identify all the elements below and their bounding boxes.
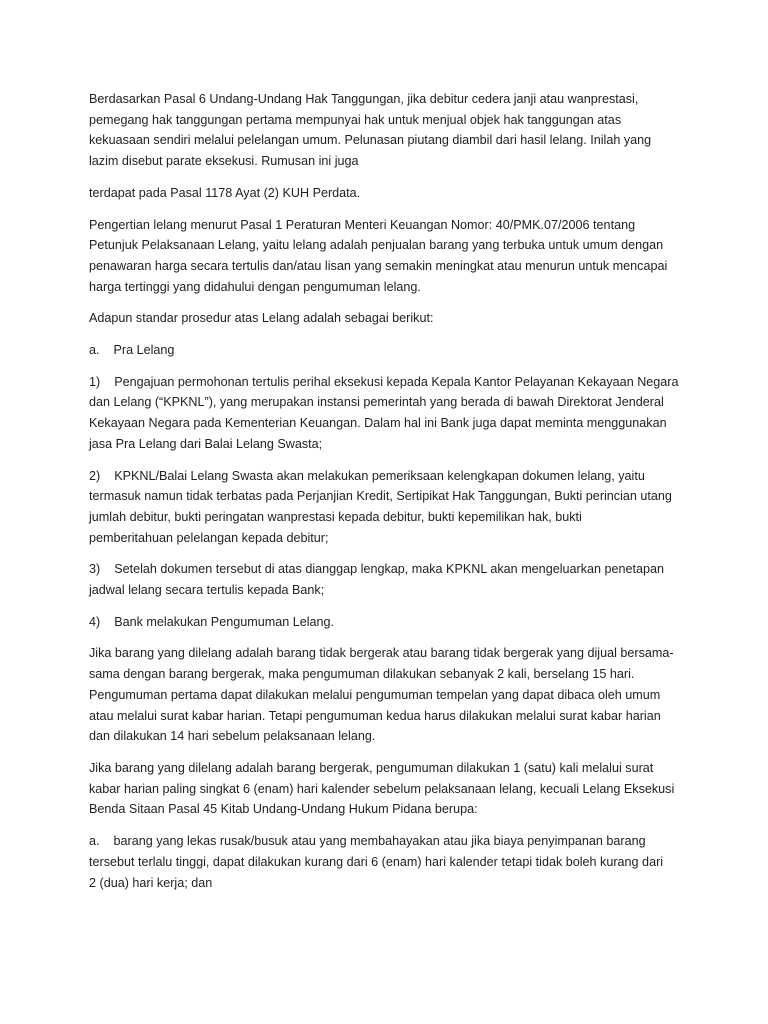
paragraph-kuh-perdata (89, 183, 689, 204)
text-line: jasa Pra Lelang dari Balai Lelang Swasta; (89, 436, 323, 451)
text-line: dan dilakukan 14 hari sebelum pelaksanaan lelang. (89, 729, 376, 744)
text-line: lazim disebut parate eksekusi. Rumusan ini juga (89, 154, 359, 169)
text-line: a. barang yang lekas rusak/busuk atau yang membahayakan atau jika biaya penyimpanan barang (89, 834, 646, 849)
list-item-2 (89, 466, 689, 549)
paragraph-standar-prosedur (89, 308, 689, 329)
text-line: atau melalui surat kabar harian. Tetapi pengumuman kedua harus dilakukan melalui surat kabar harian (89, 708, 661, 723)
list-item-4 (89, 612, 689, 633)
paragraph-parate-eksekusi (89, 89, 689, 172)
document-page (89, 89, 689, 904)
text-line: 3) Setelah dokumen tersebut di atas dianggap lengkap, maka KPKNL akan mengeluarkan penetapan (89, 562, 665, 577)
text-line: pemegang hak tanggungan pertama mempunyai hak untuk menjual objek hak tanggungan atas (89, 112, 622, 127)
text-line: tersebut terlalu tinggi, dapat dilakukan kurang dari 6 (enam) hari kalender tetapi tidak boleh kurang dari (89, 854, 664, 869)
list-heading-pra-lelang (89, 340, 689, 361)
text-line: pemberitahuan pelelangan kepada debitur; (89, 530, 329, 545)
text-line: 1) Pengajuan permohonan tertulis perihal eksekusi kepada Kepala Kantor Pelayanan Kekayaan Negara (89, 374, 679, 389)
text-line: Pengertian lelang menurut Pasal 1 Peraturan Menteri Keuangan Nomor: 40/PMK.07/2006 tentang (89, 217, 636, 232)
paragraph-barang-bergerak (89, 758, 689, 820)
text-line: harga tertinggi yang didahului dengan pengumuman lelang. (89, 279, 421, 294)
text-line: Kekayaan Negara pada Kementerian Keuangan. Dalam hal ini Bank juga dapat meminta menggunakan (89, 416, 667, 431)
text-line: Benda Sitaan Pasal 45 Kitab Undang-Undang Hukum Pidana berupa: (89, 802, 478, 817)
text-line: 4) Bank melakukan Pengumuman Lelang. (89, 614, 335, 629)
text-line: dan Lelang (“KPKNL”), yang merupakan instansi pemerintah yang berada di bawah Direktorat Jenderal (89, 395, 664, 410)
text-line: Adapun standar prosedur atas Lelang adalah sebagai berikut: (89, 311, 434, 326)
text-line: a. Pra Lelang (89, 343, 175, 358)
text-line: kabar harian paling singkat 6 (enam) hari kalender sebelum pelaksanaan lelang, kecuali Lelang Eksekusi (89, 781, 675, 796)
text-line: jumlah debitur, bukti peringatan wanprestasi kepada debitur, bukti kepemilikan hak, bukti (89, 509, 582, 524)
paragraph-barang-tidak-bergerak (89, 643, 689, 747)
text-line: termasuk namun tidak terbatas pada Perjanjian Kredit, Sertipikat Hak Tanggungan, Bukti perincian utang (89, 489, 672, 504)
text-line: Berdasarkan Pasal 6 Undang-Undang Hak Tanggungan, jika debitur cedera janji atau wanprestasi, (89, 92, 639, 106)
text-line: Jika barang yang dilelang adalah barang bergerak, pengumuman dilakukan 1 (satu) kali melalui surat (89, 760, 654, 775)
list-item-a-barang-lekas-rusak (89, 831, 689, 893)
text-line: kekuasaan sendiri melalui pelelangan umum. Pelunasan piutang diambil dari hasil lelang. Inilah yang (89, 133, 652, 148)
list-item-1 (89, 372, 689, 455)
text-line: 2) KPKNL/Balai Lelang Swasta akan melakukan pemeriksaan kelengkapan dokumen lelang, yaitu (89, 468, 645, 483)
text-line: sama dengan barang bergerak, maka pengumuman dilakukan sebanyak 2 kali, berselang 15 hari. (89, 667, 635, 682)
text-line: Petunjuk Pelaksanaan Lelang, yaitu lelang adalah penjualan barang yang terbuka untuk umum dengan (89, 238, 664, 253)
list-item-3 (89, 559, 689, 600)
text-line: Jika barang yang dilelang adalah barang tidak bergerak atau barang tidak bergerak yang dijual bersama- (89, 646, 674, 661)
text-line: jadwal lelang secara tertulis kepada Bank; (89, 583, 325, 598)
text-line: terdapat pada Pasal 1178 Ayat (2) KUH Perdata. (89, 185, 361, 200)
paragraph-pengertian-lelang (89, 215, 689, 298)
text-line: Pengumuman pertama dapat dilakukan melalui pengumuman tempelan yang dapat dibaca oleh umum (89, 687, 661, 702)
text-line: penawaran harga secara tertulis dan/atau lisan yang semakin meningkat atau menurun untuk mencapai (89, 258, 668, 273)
text-line: 2 (dua) hari kerja; dan (89, 875, 213, 890)
